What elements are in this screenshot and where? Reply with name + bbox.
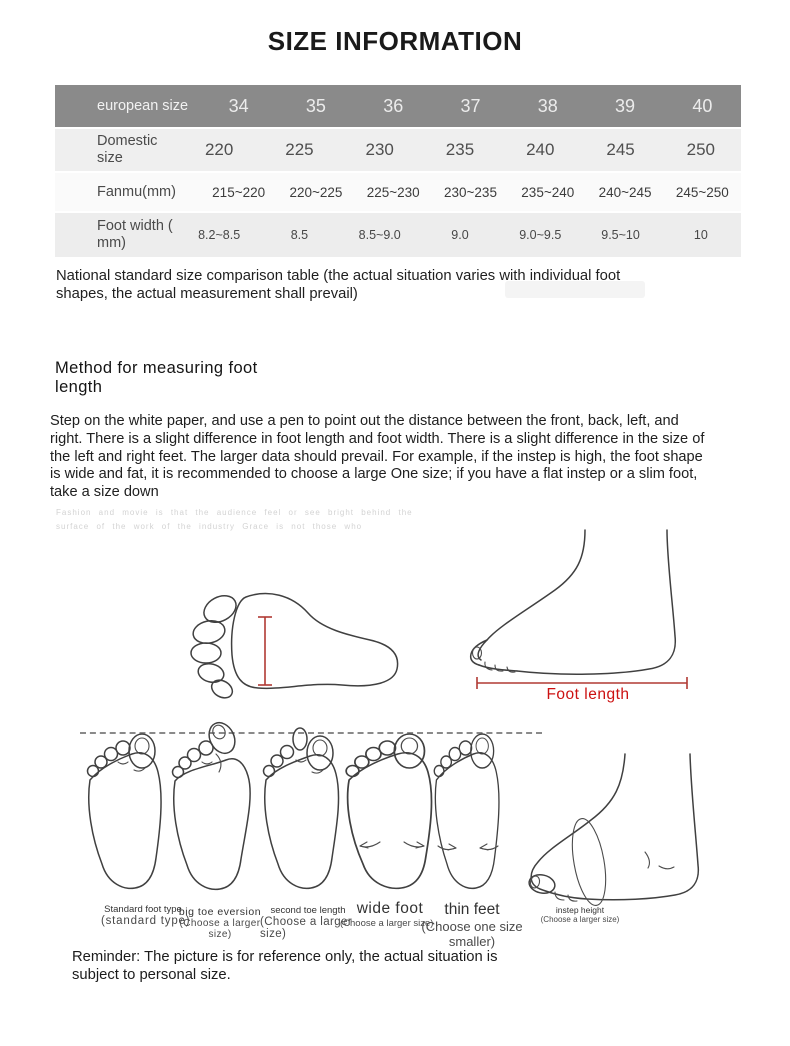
caption-title: Standard foot type: [104, 904, 182, 915]
table-cell: 235: [445, 140, 475, 159]
table-cell: 38: [537, 95, 558, 116]
table-cell: 37: [460, 95, 481, 116]
foot-type-caption-eversion: [170, 906, 270, 940]
caption-title: instep height: [555, 905, 605, 915]
table-cell: 35: [305, 95, 326, 116]
reminder-text: Reminder: The picture is for reference only, the actual situation is subject to personal size.: [72, 949, 498, 984]
foot-instep-illustration: [525, 748, 715, 908]
table-cell: 34: [228, 95, 249, 116]
table-cell: 250: [686, 140, 716, 159]
size-table: [55, 85, 741, 257]
table-cell: 230: [365, 140, 394, 159]
table-cell: 245~250: [675, 184, 729, 200]
table-cell: 10: [693, 228, 708, 242]
table-header-row: [55, 85, 741, 127]
foot-standard-illustration: [82, 718, 172, 898]
table-cell: 220: [204, 140, 234, 159]
caption-sub: (Choose one size smaller): [421, 919, 523, 949]
watermark-text: Fashion and movie is that the audience feel or see bright behind the surface of the work of the industry Grace is not those who: [56, 508, 413, 531]
row-label: Fanmu(mm): [97, 183, 176, 200]
foot-top-width-illustration: [180, 585, 415, 710]
table-cell: 8.5: [290, 228, 309, 242]
row-label: european size: [97, 97, 189, 114]
method-heading: Method for measuring foot length: [55, 359, 258, 397]
row-label: Foot width ( mm): [97, 218, 173, 251]
foot-big-toe-eversion-illustration: [168, 718, 258, 898]
table-cell: 240: [526, 140, 555, 159]
table-cell: 8.2~8.5: [198, 228, 241, 242]
table-cell: 36: [383, 95, 404, 116]
caption-title: big toe eversion: [178, 906, 262, 918]
caption-sub: (standard type): [101, 915, 191, 927]
foot-side-illustration: [465, 528, 705, 678]
table-cell: 9.0~9.5: [519, 228, 562, 242]
foot-type-caption-instep: [540, 905, 620, 924]
foot-thin-illustration: [424, 718, 514, 898]
table-cell: 225~230: [366, 184, 420, 200]
table-cell: 39: [615, 95, 636, 116]
caption-title: wide foot: [356, 900, 424, 917]
table-cell: 220~225: [289, 184, 343, 200]
table-cell: 225: [285, 140, 314, 159]
table-cell: 8.5~9.0: [358, 228, 401, 242]
table-cell: 9.0: [451, 228, 469, 242]
caption-sub: (Choose a larger size): [340, 918, 434, 929]
table-row: [55, 127, 741, 171]
caption-sub: (Choose a larger size): [179, 918, 261, 940]
table-cell: 235~240: [521, 184, 575, 200]
page-title: SIZE INFORMATION: [267, 26, 523, 56]
foot-length-label: Foot length: [546, 686, 630, 703]
caption-title: thin feet: [444, 901, 500, 918]
table-row: [55, 171, 741, 211]
table-row: [55, 211, 741, 257]
table-cell: 215~220: [212, 184, 266, 200]
caption-title: second toe length: [270, 905, 346, 916]
foot-type-caption-thin: [412, 901, 532, 949]
table-cell: 9.5~10: [601, 228, 640, 242]
standard-note: National standard size comparison table (the actual situation varies with individual foot shapes, the actual measurement shall prevail): [56, 268, 621, 303]
foot-second-toe-illustration: [258, 718, 348, 898]
measuring-paragraph: Step on the white paper, and use a pen to point out the distance between the front, back, left, and right. There is a slight difference in foot length and foot width. There is a slight difference in the size of the left and right feet. The larger data should prevail. For example, if the instep is high, the foot shape is wide and fat, it is recommended to choose a large One size; if you have a flat instep or a slim foot, take a size down: [50, 413, 705, 501]
table-cell: 230~235: [444, 184, 497, 200]
table-cell: 40: [692, 95, 713, 116]
caption-sub: (Choose a larger size): [260, 916, 353, 940]
table-cell: 240~245: [598, 184, 652, 200]
row-label: Domestic size: [97, 133, 158, 166]
caption-sub: (Choose a larger size): [540, 915, 620, 924]
table-cell: 245: [606, 140, 635, 159]
